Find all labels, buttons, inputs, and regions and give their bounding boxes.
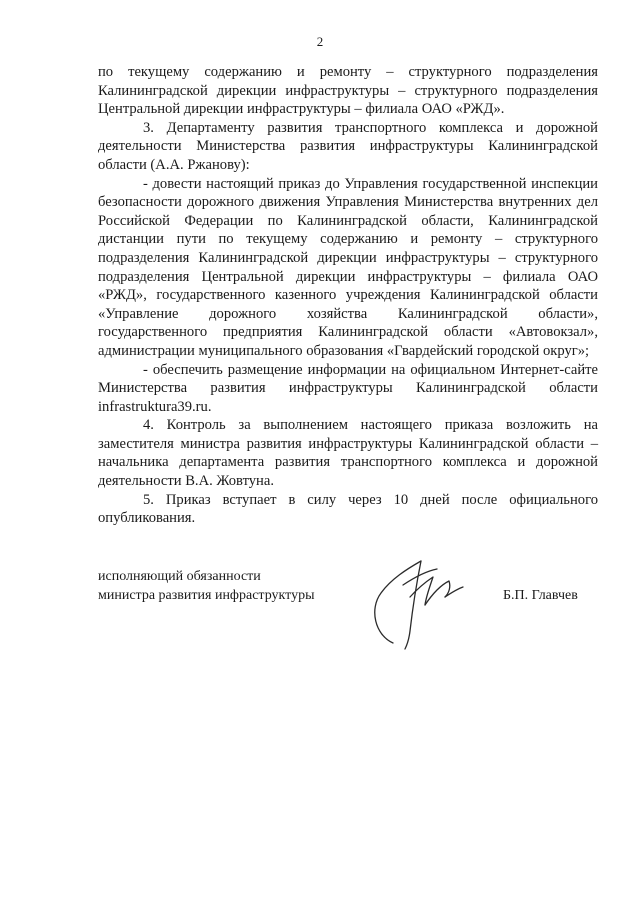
- signatory-name: Б.П. Главчев: [503, 588, 578, 603]
- paragraph-item-3-bullet-2: - обеспечить размещение информации на официальном Интернет-сайте Министерства развития инфраструктуры Калининградской области infrastruktura39.ru.: [98, 361, 598, 415]
- paragraph-item-4: 4. Контроль за выполнением настоящего приказа возложить на заместителя министра развития инфраструктуры Калининградской области – начальника департамента развития транспортного комплекса и дорожной деятельности В.А. Жовтуна.: [98, 417, 598, 490]
- paragraph-item-3: 3. Департаменту развития транспортного комплекса и дорожной деятельности Министерства развития инфраструктуры Калининградской области (А.А. Ржанову):: [98, 119, 598, 173]
- paragraph-item-5: 5. Приказ вступает в силу через 10 дней после официального опубликования.: [98, 491, 598, 527]
- paragraph-continuation: по текущему содержанию и ремонту – структурного подразделения Калининградской дирекции инфраструктуры – структурного подразделения Центральной дирекции инфраструктуры – филиала ОАО «РЖД».: [98, 64, 598, 118]
- document-body: [98, 63, 598, 528]
- signature-block: [98, 567, 618, 657]
- signatory-title-line-1: исполняющий обязанности: [98, 569, 261, 584]
- paragraph-item-3-bullet-1: - довести настоящий приказ до Управления государственной инспекции безопасности дорожного движения Управления Министерства внутренних дел Российской Федерации по Калининградской области, Калининградской дистанции пути по текущему содержанию и ремонту – структурного подразделения Калининградской дирекции инфраструктуры – структурного подразделения Центральной дирекции инфраструктуры – филиала ОАО «РЖД», государственного казенного учреждения Калининградской области «Управление дорожного хозяйства Калининградской области», государственного предприятия Калининградской области «Автовокзал», администрации муниципального образования «Гвардейский городской округ»;: [98, 175, 598, 359]
- handwritten-signature-icon: [363, 547, 483, 657]
- page-number: 2: [316, 34, 324, 49]
- signatory-title-line-2: министра развития инфраструктуры: [98, 588, 315, 603]
